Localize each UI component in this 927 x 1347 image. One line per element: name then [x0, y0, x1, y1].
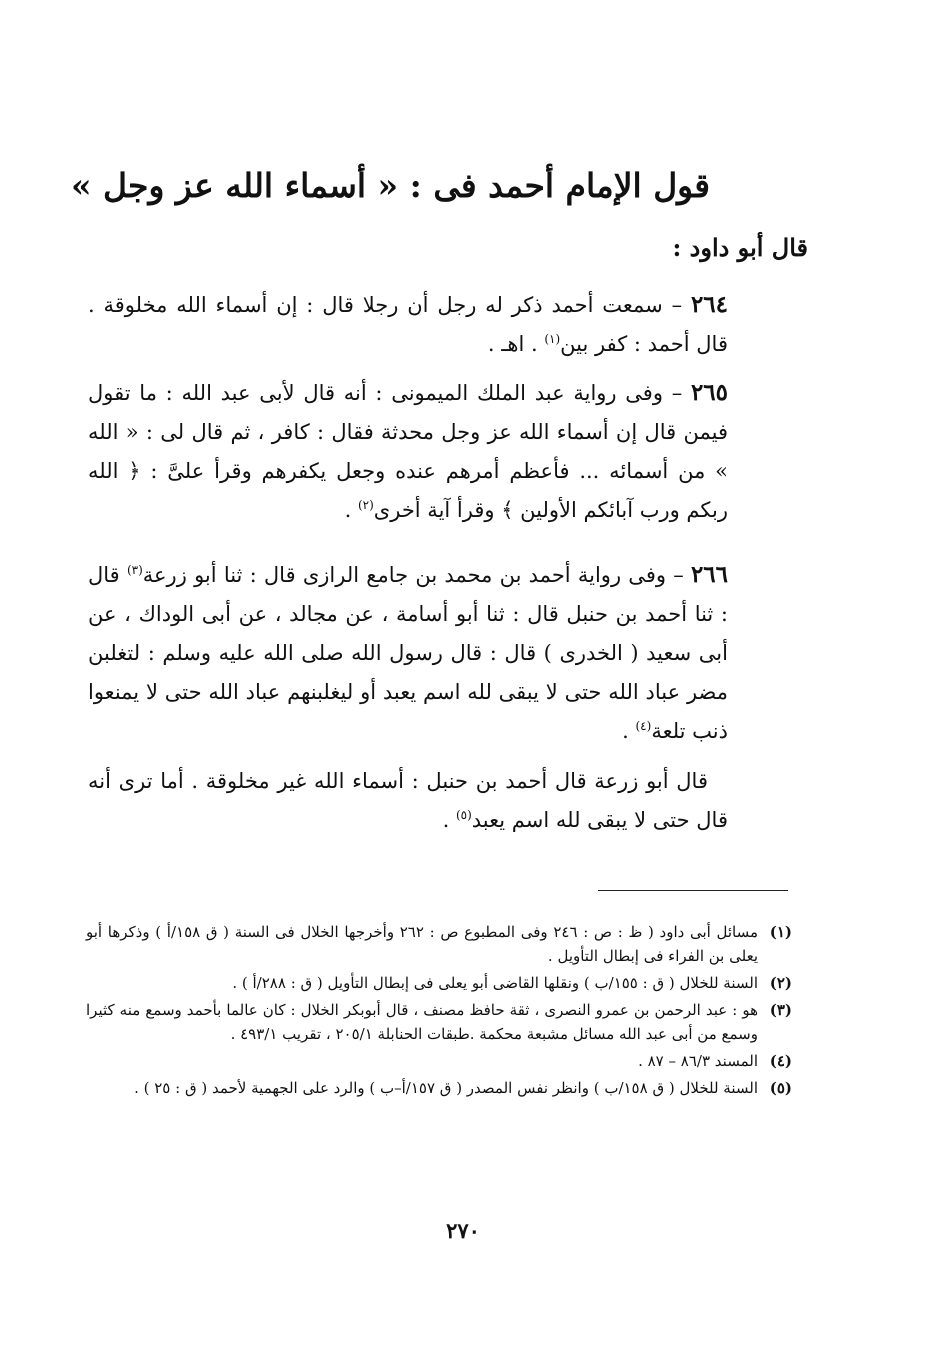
paragraph-tail: .	[344, 498, 358, 522]
footnote-4	[86, 1049, 792, 1073]
paragraph-tail: .	[442, 808, 456, 832]
section-subheading: قال أبو داود :	[672, 233, 808, 262]
footnote-5	[86, 1076, 792, 1100]
paragraph-266	[88, 555, 728, 751]
page-number: ٢٧٠	[446, 1218, 480, 1243]
footnote-number: (٤)	[769, 1052, 792, 1070]
chapter-title: قول الإمام أحمد فى : « أسماء الله عز وجل »	[70, 166, 710, 205]
paragraph-tail: .	[622, 719, 636, 743]
footnote-marker[interactable]: (٤)	[635, 719, 652, 733]
footnote-marker[interactable]: (٢)	[357, 498, 374, 512]
footnote-marker[interactable]: (١)	[544, 332, 561, 346]
footnote-text: هو : عبد الرحمن بن عمرو النصرى ، ثقة حافظ مصنف ، قال أبوبكر الخلال : كان عالما بأحمد وسمع منه كثيرا وسمع من أبى عبد الله مسائل مشبعة محكمة .طبقات الحنابلة ٢٠٥/١ ، تقريب ٤٩٣/١ .	[86, 1001, 758, 1043]
paragraph-tail: . اهـ .	[487, 332, 545, 356]
footnote-text: السنة للخلال ( ق : ١٥٥/ب ) ونقلها القاضى أبو يعلى فى إبطال التأويل ( ق : ٢٨٨/أ ) .	[232, 974, 758, 992]
footnote-marker[interactable]: (٣)	[126, 563, 143, 577]
paragraph-text: – وفى رواية عبد الملك الميمونى : أنه قال لأبى عبد الله : ما تقول فيمن قال إن أسماء الله عز وجل محدثة فقال : كافر ، ثم قال لى : « الله » من أسمائه ... فأعظم أمرهم عنده وجعل يكفرهم وقرأ علىَّ : ﴿ الله ربكم ورب آبائكم الأولين ﴾ وقرأ آية أخرى	[88, 381, 728, 522]
footnote-separator	[598, 890, 788, 891]
paragraph-264	[88, 285, 728, 364]
footnote-number: (٥)	[769, 1079, 792, 1097]
footnote-1	[86, 920, 792, 968]
footnote-3	[86, 998, 792, 1046]
paragraph-265	[88, 373, 728, 530]
footnote-number: (١)	[769, 923, 792, 941]
footnote-text: مسائل أبى داود ( ظ : ص : ٢٤٦ وفى المطبوع ص : ٢٦٢ وأخرجها الخلال فى السنة ( ق ١٥٨/أ ) وذكرها أبو يعلى بن الفراء فى إبطال التأويل .	[86, 923, 759, 965]
paragraph-text: – وفى رواية أحمد بن محمد بن جامع الرازى قال : ثنا أبو زرعة	[142, 563, 691, 587]
footnote-2	[86, 971, 792, 995]
paragraph-number: ٢٦٦	[690, 561, 729, 588]
paragraph-number: ٢٦٤	[690, 291, 728, 318]
footnote-text: السنة للخلال ( ق ١٥٨/ب ) وانظر نفس المصدر ( ق ١٥٧/أ–ب ) والرد على الجهمية لأحمد ( ق : ٢٥ ) .	[134, 1079, 758, 1097]
footnote-marker[interactable]: (٥)	[455, 808, 472, 822]
footnote-number: (٣)	[769, 1001, 792, 1019]
paragraph-text: – سمعت أحمد ذكر له رجل أن رجلا قال : إن أسماء الله مخلوقة . قال أحمد : كفر بين	[88, 293, 728, 356]
paragraph-number: ٢٦٥	[690, 379, 728, 406]
paragraph-abu-zura	[88, 762, 728, 840]
footnote-text: المسند ٨٦/٣ – ٨٧ .	[638, 1052, 758, 1070]
paragraph-text-continued: قال : ثنا أحمد بن حنبل قال : ثنا أبو أسامة ، عن مجالد ، عن أبى الوداك ، عن أبى سعيد ( الخدرى ) قال : قال رسول الله صلى الله عليه وسلم : لتغلبن مضر عباد الله حتى لا يبقى لله اسم يعبد أو ليغلبنهم عباد الله حتى لا يمنعوا ذنب تلعة	[88, 563, 728, 743]
paragraph-text: قال أبو زرعة قال أحمد بن حنبل : أسماء الله غير مخلوقة . أما ترى أنه قال حتى لا يبقى لله اسم يعبد	[88, 769, 728, 832]
footnote-number: (٢)	[769, 974, 792, 992]
footnotes	[86, 920, 792, 1103]
